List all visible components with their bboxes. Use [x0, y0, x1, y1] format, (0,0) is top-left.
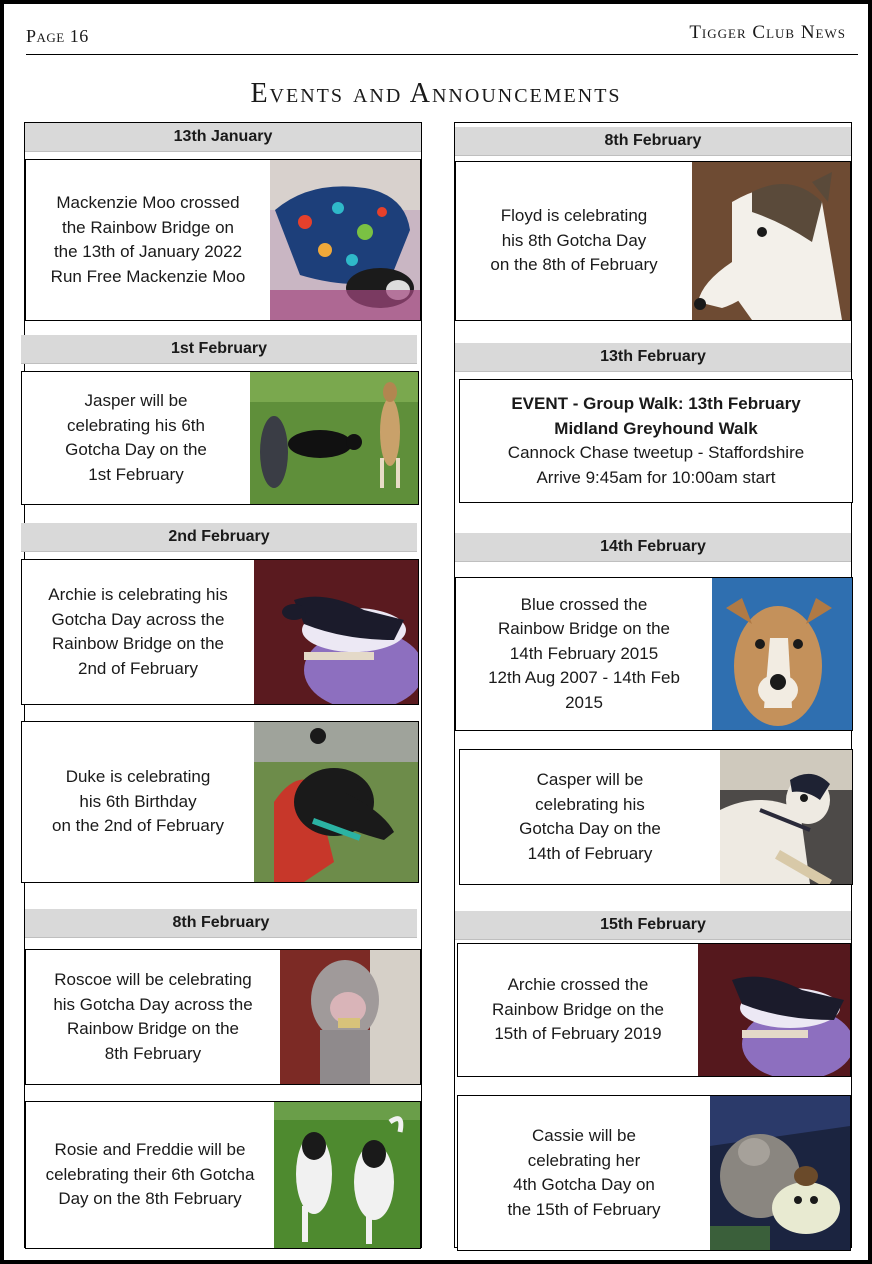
announcement-card — [25, 1101, 421, 1249]
announcement-text: Rosie and Freddie will be celebrating their 6th Gotcha Day on the 8th February — [45, 1140, 255, 1209]
dog-photo — [710, 1096, 850, 1250]
dog-photo — [270, 160, 420, 320]
announcement-text: Casper will be celebrating his Gotcha Day on the 14th of February — [519, 770, 661, 863]
dog-photo — [274, 1102, 420, 1248]
announcement-card — [25, 949, 421, 1085]
event-card — [459, 379, 853, 503]
event-title: EVENT - Group Walk: 13th February — [511, 394, 801, 413]
announcement-card — [459, 749, 853, 885]
page-title: Events and Announcements — [250, 78, 622, 109]
date-heading: 13th February — [455, 343, 851, 372]
announcement-text: Archie is celebrating his Gotcha Day across the Rainbow Bridge on the 2nd of February — [48, 585, 228, 678]
dog-photo — [712, 578, 852, 730]
dog-photo — [254, 722, 418, 882]
page-number: Page 16 — [26, 26, 89, 46]
announcement-text: Roscoe will be celebrating his Gotcha Day across the Rainbow Bridge on the 8th February — [53, 970, 253, 1063]
announcement-text: Archie crossed the Rainbow Bridge on the 15th of February 2019 — [491, 975, 664, 1044]
event-location: Cannock Chase tweetup - Staffordshire — [507, 443, 805, 462]
date-heading: 8th February — [25, 909, 417, 938]
announcement-card — [455, 161, 851, 321]
announcement-card — [25, 159, 421, 321]
announcement-card — [21, 371, 419, 505]
date-heading: 14th February — [455, 533, 851, 562]
newsletter-name: Tigger Club News — [689, 22, 846, 43]
dog-photo — [720, 750, 852, 884]
announcement-card — [457, 943, 851, 1077]
dog-photo — [692, 162, 850, 320]
announcement-text: Floyd is celebrating his 8th Gotcha Day on the 8th of February — [490, 206, 658, 275]
dog-photo — [254, 560, 418, 704]
announcement-card — [21, 559, 419, 705]
announcement-text: Mackenzie Moo crossed the Rainbow Bridge on the 13th of January 2022 Run Free Mackenzie Moo — [50, 193, 246, 286]
date-heading: 2nd February — [21, 523, 417, 552]
announcement-text: Jasper will be celebrating his 6th Gotcha Day on the 1st February — [65, 391, 207, 484]
announcement-card — [457, 1095, 851, 1251]
announcement-text: Duke is celebrating his 6th Birthday on the 2nd of February — [51, 767, 224, 836]
dog-photo — [698, 944, 850, 1076]
date-heading: 1st February — [21, 335, 417, 364]
date-heading: 8th February — [455, 127, 851, 156]
right-column — [454, 122, 852, 1248]
date-heading: 13th January — [25, 123, 421, 152]
left-column — [24, 122, 422, 1248]
announcement-card — [21, 721, 419, 883]
event-time: Arrive 9:45am for 10:00am start — [536, 467, 776, 487]
announcement-text: Blue crossed the Rainbow Bridge on the 14th February 2015 12th Aug 2007 - 14th Feb 2015 — [488, 594, 680, 712]
date-heading: 15th February — [455, 911, 851, 940]
dog-photo — [280, 950, 420, 1084]
announcement-card — [455, 577, 853, 731]
event-name: Midland Greyhound Walk — [554, 418, 758, 438]
dog-photo — [250, 372, 418, 504]
announcement-text: Cassie will be celebrating her 4th Gotcha Day on the 15th of February — [507, 1126, 661, 1219]
event-details — [460, 380, 852, 502]
header-divider — [26, 54, 858, 55]
